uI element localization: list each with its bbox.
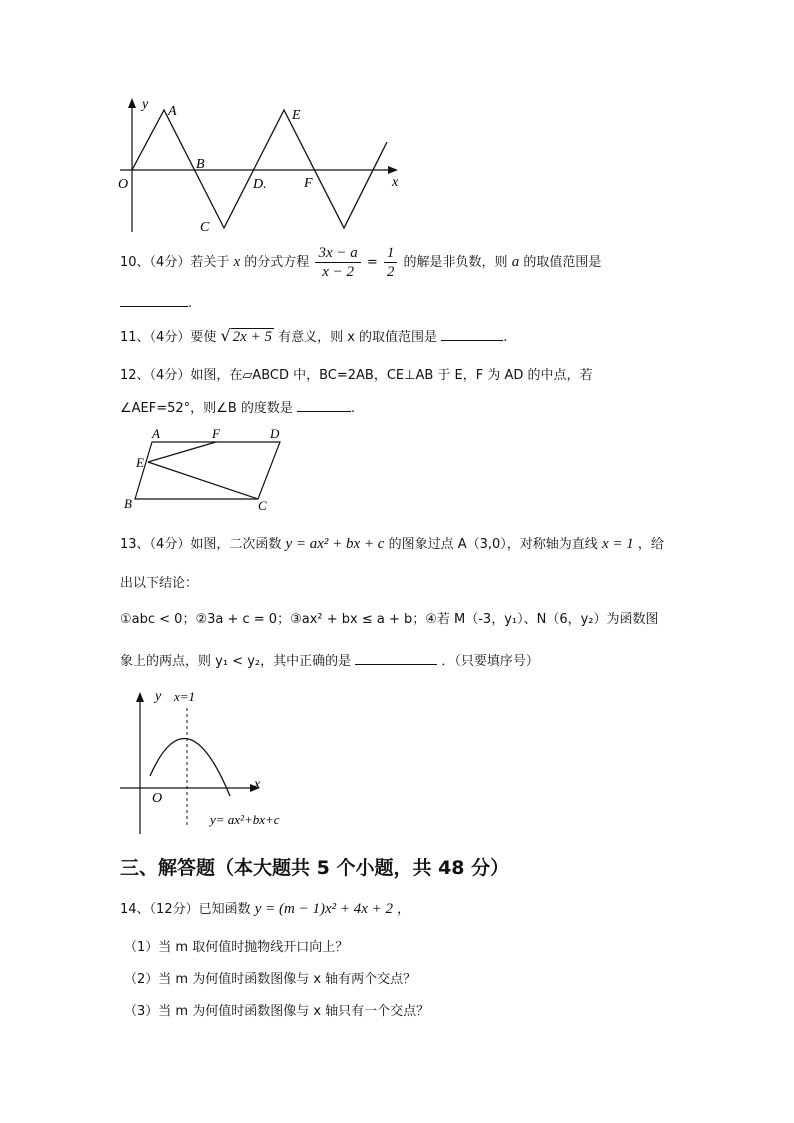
q10-text-end: 的取值范围是 [523, 255, 602, 270]
label-F: F [304, 176, 313, 191]
label-caption: y= ax²+bx+c [210, 812, 280, 827]
q10-answer-blank[interactable] [120, 292, 188, 307]
q11-suffix: 有意义，则 x 的取值范围是 [278, 330, 438, 345]
label-C: C [258, 498, 267, 513]
q14-subquestion-2: （2）当 m 为何值时函数图像与 x 轴有两个交点？ [124, 972, 417, 987]
label-O: O [152, 791, 163, 806]
label-F: F [212, 426, 220, 441]
q12-line2-end: . [351, 401, 356, 416]
section-3-heading: 三、解答题（本大题共 5 个小题，共 48 分） [120, 857, 510, 879]
q10-fraction-2 [384, 244, 398, 281]
label-D: D. [253, 177, 267, 192]
label-B: B [124, 496, 132, 511]
q10-frac1-den: x − 2 [322, 264, 354, 280]
q11-radicand: 2x + 5 [232, 329, 272, 345]
q13-line4-prefix: 象上的两点，则 y₁ < y₂，其中正确的是 [120, 654, 352, 669]
q10-text-mid: 的分式方程 [244, 255, 310, 270]
q10-frac2-num: 1 [384, 244, 398, 263]
parabola-figure [112, 684, 312, 836]
zigzag-figure [112, 92, 412, 240]
parallelogram-ABCD [135, 442, 280, 499]
label-A: A [168, 104, 177, 119]
question-10 [120, 244, 601, 281]
q14-prefix: 14、（12分）已知函数 [120, 902, 251, 917]
x-axis-arrow [388, 166, 398, 174]
y-axis-arrow [136, 692, 144, 702]
q13-formula: y = ax² + bx + c [285, 536, 385, 552]
parallelogram-figure [118, 422, 298, 514]
q13-line1-end: ，给 [637, 537, 664, 552]
q11-answer-blank[interactable] [441, 326, 503, 341]
q10-var-a: a [511, 254, 520, 270]
segment-EF [148, 442, 216, 462]
q13-answer-blank[interactable] [355, 650, 437, 665]
y-axis-arrow [128, 98, 136, 108]
label-O: O [118, 177, 129, 192]
label-y: y [142, 97, 149, 112]
label-y: y [155, 689, 162, 704]
question-13-line3: ①abc < 0；②3a + c = 0；③ax² + bx ≤ a + b；④若 M（-3，y₁）、N（6，y₂）为函数图 [120, 612, 659, 627]
label-B: B [196, 157, 205, 172]
question-12-line1: 12、（4分）如图，在▱ABCD 中，BC=2AB，CE⊥AB 于 E，F 为 AD 的中点，若 [120, 368, 593, 383]
q10-line2-end: . [188, 296, 193, 311]
label-E: E [292, 108, 301, 123]
q10-frac1-num: 3x − a [315, 244, 360, 263]
label-C: C [200, 220, 210, 235]
question-10-answer-line [120, 292, 192, 311]
question-11 [120, 326, 507, 346]
q14-suffix: ， [397, 902, 411, 917]
label-E: E [136, 455, 144, 470]
question-13-line1 [120, 533, 664, 553]
label-D: D [270, 426, 280, 441]
q10-text-after: 的解是非负数，则 [403, 255, 508, 270]
label-axis: x=1 [174, 689, 196, 704]
label-x: x [392, 175, 399, 190]
question-14 [120, 898, 410, 918]
label-A: A [152, 426, 160, 441]
question-13-line4 [120, 650, 539, 669]
q13-line1-prefix: 13、（4分）如图，二次函数 [120, 537, 282, 552]
q10-frac2-den: 2 [386, 264, 395, 280]
question-13-line2: 出以下结论： [120, 576, 199, 591]
sqrt-sign: √ [220, 326, 231, 345]
q11-end: . [503, 330, 508, 345]
q13-axis-eq: x = 1 [601, 536, 634, 552]
q14-subquestion-3: （3）当 m 为何值时函数图像与 x 轴只有一个交点？ [124, 1004, 430, 1019]
q10-fraction-1 [315, 244, 360, 281]
q14-subquestion-1: （1）当 m 取何值时抛物线开口向上？ [124, 940, 349, 955]
parabola-curve [150, 738, 230, 796]
q13-line4-end: ．（只要填序号） [441, 654, 539, 669]
q11-prefix: 11、（4分）要使 [120, 330, 217, 345]
label-x: x [254, 777, 261, 792]
q12-answer-blank[interactable] [297, 397, 351, 412]
question-12-line2 [120, 397, 355, 416]
q12-line2-prefix: ∠AEF=52°，则∠B 的度数是 [120, 401, 293, 416]
q14-formula: y = (m − 1)x² + 4x + 2 [254, 901, 394, 917]
q10-var-x: x [233, 254, 241, 270]
zigzag-line [132, 110, 387, 228]
q10-number: 10、（4分）若关于 [120, 255, 230, 270]
q10-equals: = [366, 255, 378, 270]
segment-EC [148, 462, 258, 499]
q13-line1-mid: 的图象过点 A（3,0），对称轴为直线 [388, 537, 598, 552]
